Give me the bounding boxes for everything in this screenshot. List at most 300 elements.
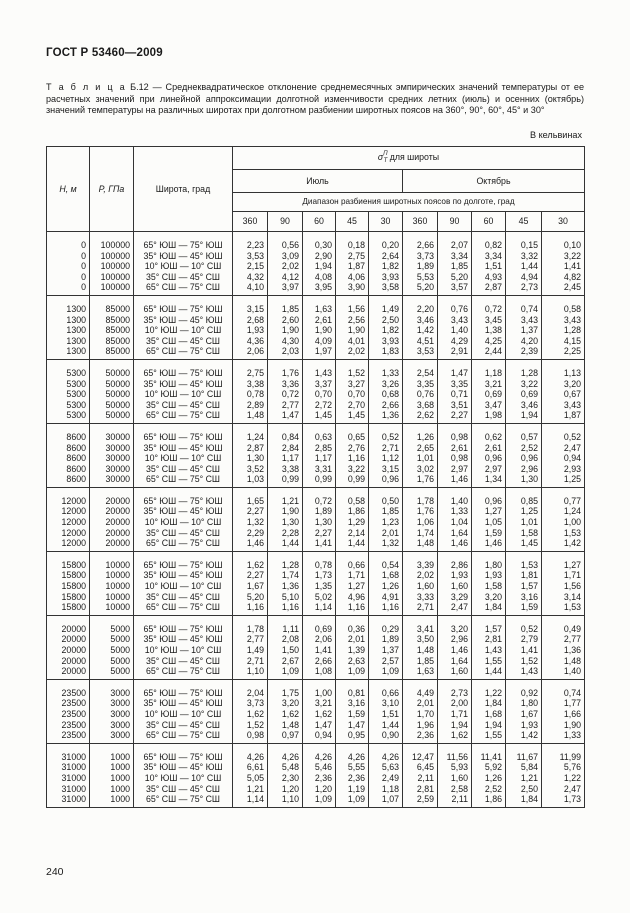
value-cell: 1,93 <box>438 570 472 581</box>
value-cell: 2,47 <box>542 443 585 454</box>
value-cell: 2,77 <box>542 634 585 645</box>
value-cell: 1,21 <box>268 487 303 506</box>
value-cell: 1,32 <box>369 538 403 551</box>
value-cell: 0,98 <box>233 730 268 743</box>
value-cell: 1,47 <box>303 720 336 731</box>
value-cell: 1,66 <box>542 709 585 720</box>
value-cell: 1,74 <box>403 528 438 539</box>
height-cell: 8600 <box>47 464 90 475</box>
value-cell: 1,35 <box>303 581 336 592</box>
value-cell: 3,22 <box>506 379 542 390</box>
value-cell: 0,36 <box>336 615 369 634</box>
value-cell: 1,47 <box>438 359 472 378</box>
value-cell: 1,49 <box>233 645 268 656</box>
height-cell: 1300 <box>47 336 90 347</box>
table-row <box>47 645 585 656</box>
value-cell: 3,31 <box>303 464 336 475</box>
height-cell: 12000 <box>47 538 90 551</box>
latitude-cell: 65° СШ — 75° СШ <box>134 346 233 359</box>
height-cell: 8600 <box>47 443 90 454</box>
value-cell: 2,59 <box>403 794 438 807</box>
table-row <box>47 410 585 423</box>
value-cell: 2,23 <box>233 232 268 251</box>
table-row <box>47 453 585 464</box>
value-cell: 1,86 <box>336 506 369 517</box>
value-cell: 1,24 <box>542 506 585 517</box>
pressure-cell: 10000 <box>90 602 134 615</box>
value-cell: 1,19 <box>336 784 369 795</box>
value-cell: 2,81 <box>403 784 438 795</box>
value-cell: 2,39 <box>506 346 542 359</box>
value-cell: 3,35 <box>403 379 438 390</box>
value-cell: 5,05 <box>233 773 268 784</box>
latitude-cell: 65° ЮШ — 75° ЮШ <box>134 615 233 634</box>
latitude-cell: 35° ЮШ — 45° ЮШ <box>134 315 233 326</box>
value-cell: 3,41 <box>403 615 438 634</box>
value-cell: 1,28 <box>268 551 303 570</box>
table-row <box>47 272 585 283</box>
october-header: Октябрь <box>403 170 585 193</box>
value-cell: 2,72 <box>303 400 336 411</box>
height-cell: 1300 <box>47 325 90 336</box>
latitude-cell: 65° СШ — 75° СШ <box>134 794 233 807</box>
value-cell: 1,28 <box>506 359 542 378</box>
value-cell: 2,73 <box>438 679 472 698</box>
value-cell: 4,26 <box>233 743 268 762</box>
col-header: 60 <box>472 212 506 232</box>
value-cell: 0,62 <box>472 423 506 442</box>
page-number: 240 <box>46 866 64 878</box>
pressure-cell: 5000 <box>90 645 134 656</box>
value-cell: 2,66 <box>403 232 438 251</box>
value-cell: 2,87 <box>233 443 268 454</box>
table-row <box>47 261 585 272</box>
value-cell: 2,11 <box>438 794 472 807</box>
latitude-cell: 35° СШ — 45° СШ <box>134 400 233 411</box>
value-cell: 2,44 <box>472 346 506 359</box>
height-cell: 8600 <box>47 453 90 464</box>
table-row <box>47 570 585 581</box>
height-cell: 23500 <box>47 730 90 743</box>
value-cell: 2,08 <box>268 634 303 645</box>
value-cell: 3,20 <box>542 379 585 390</box>
value-cell: 1,40 <box>542 666 585 679</box>
value-cell: 2,75 <box>336 251 369 262</box>
value-cell: 1,55 <box>472 656 506 667</box>
latitude-cell: 35° СШ — 45° СШ <box>134 592 233 603</box>
value-cell: 1,38 <box>472 325 506 336</box>
value-cell: 4,12 <box>268 272 303 283</box>
value-cell: 1,43 <box>506 666 542 679</box>
pressure-cell: 10000 <box>90 570 134 581</box>
value-cell: 2,06 <box>303 634 336 645</box>
value-cell: 1,33 <box>542 730 585 743</box>
table-row <box>47 423 585 442</box>
value-cell: 4,25 <box>472 336 506 347</box>
value-cell: 1,22 <box>472 679 506 698</box>
value-cell: 3,45 <box>472 315 506 326</box>
value-cell: 1,96 <box>403 720 438 731</box>
value-cell: 1,94 <box>472 720 506 731</box>
table-row <box>47 528 585 539</box>
value-cell: 1,46 <box>438 538 472 551</box>
col-header: 360 <box>233 212 268 232</box>
value-cell: 3,32 <box>506 251 542 262</box>
value-cell: 3,26 <box>369 379 403 390</box>
value-cell: 1,39 <box>336 645 369 656</box>
value-cell: 0,10 <box>542 232 585 251</box>
value-cell: 2,84 <box>268 443 303 454</box>
value-cell: 5,02 <box>303 592 336 603</box>
value-cell: 1,24 <box>233 423 268 442</box>
value-cell: 2,97 <box>438 464 472 475</box>
height-cell: 31000 <box>47 743 90 762</box>
latitude-cell: 10° ЮШ — 10° СШ <box>134 517 233 528</box>
value-cell: 4,93 <box>472 272 506 283</box>
latitude-cell: 65° ЮШ — 75° ЮШ <box>134 743 233 762</box>
value-cell: 1,73 <box>542 794 585 807</box>
value-cell: 1,27 <box>542 551 585 570</box>
value-cell: 4,51 <box>403 336 438 347</box>
table-row <box>47 592 585 603</box>
row-group <box>47 615 585 679</box>
latitude-cell: 35° СШ — 45° СШ <box>134 272 233 283</box>
latitude-cell: 65° СШ — 75° СШ <box>134 410 233 423</box>
col-header: 30 <box>369 212 403 232</box>
value-cell: 0,84 <box>268 423 303 442</box>
value-cell: 1,55 <box>472 730 506 743</box>
col-header: 30 <box>542 212 585 232</box>
pressure-cell: 1000 <box>90 773 134 784</box>
value-cell: 1,89 <box>403 261 438 272</box>
value-cell: 0,50 <box>369 487 403 506</box>
value-cell: 1,42 <box>403 325 438 336</box>
value-cell: 1,51 <box>369 709 403 720</box>
value-cell: 1,25 <box>506 506 542 517</box>
value-cell: 1,82 <box>369 261 403 272</box>
value-cell: 3,46 <box>506 400 542 411</box>
value-cell: 1,36 <box>542 645 585 656</box>
pressure-cell: 50000 <box>90 410 134 423</box>
value-cell: 12,47 <box>403 743 438 762</box>
height-cell: 15800 <box>47 570 90 581</box>
height-cell: 12000 <box>47 506 90 517</box>
row-group <box>47 423 585 487</box>
value-cell: 3,34 <box>438 251 472 262</box>
value-cell: 2,36 <box>303 773 336 784</box>
value-cell: 1,30 <box>268 517 303 528</box>
col-header: 45 <box>336 212 369 232</box>
table-row <box>47 464 585 475</box>
value-cell: 1,85 <box>438 261 472 272</box>
value-cell: 2,27 <box>233 506 268 517</box>
pressure-cell: 5000 <box>90 656 134 667</box>
value-cell: 0,81 <box>336 679 369 698</box>
height-cell: 5300 <box>47 389 90 400</box>
value-cell: 1,44 <box>336 538 369 551</box>
col-header: 45 <box>506 212 542 232</box>
value-cell: 1,16 <box>268 602 303 615</box>
value-cell: 5,48 <box>268 762 303 773</box>
latitude-cell: 65° ЮШ — 75° ЮШ <box>134 359 233 378</box>
value-cell: 3,57 <box>438 282 472 295</box>
height-cell: 31000 <box>47 794 90 807</box>
value-cell: 0,54 <box>369 551 403 570</box>
value-cell: 1,42 <box>506 730 542 743</box>
sigma-header: $\sigma^П_T$ для широты <box>233 147 585 170</box>
height-cell: 31000 <box>47 762 90 773</box>
value-cell: 2,52 <box>472 784 506 795</box>
value-cell: 0,76 <box>403 389 438 400</box>
pressure-cell: 10000 <box>90 581 134 592</box>
latitude-cell: 65° СШ — 75° СШ <box>134 474 233 487</box>
value-cell: 1,00 <box>303 679 336 698</box>
value-cell: 4,20 <box>506 336 542 347</box>
value-cell: 3,21 <box>472 379 506 390</box>
latitude-cell: 35° ЮШ — 45° ЮШ <box>134 443 233 454</box>
value-cell: 2,28 <box>268 528 303 539</box>
value-cell: 1,68 <box>369 570 403 581</box>
value-cell: 1,32 <box>233 517 268 528</box>
value-cell: 4,32 <box>233 272 268 283</box>
value-cell: 1,90 <box>268 325 303 336</box>
pressure-cell: 20000 <box>90 487 134 506</box>
value-cell: 0,69 <box>472 389 506 400</box>
value-cell: 1,44 <box>268 538 303 551</box>
value-cell: 2,15 <box>233 261 268 272</box>
value-cell: 2,02 <box>403 570 438 581</box>
latitude-cell: 65° СШ — 75° СШ <box>134 538 233 551</box>
table-caption <box>46 82 584 117</box>
table-row <box>47 602 585 615</box>
value-cell: 3,16 <box>336 698 369 709</box>
value-cell: 2,14 <box>336 528 369 539</box>
value-cell: 5,20 <box>438 272 472 283</box>
value-cell: 2,03 <box>268 346 303 359</box>
value-cell: 2,52 <box>506 443 542 454</box>
value-cell: 3,43 <box>542 400 585 411</box>
table-row <box>47 251 585 262</box>
value-cell: 11,99 <box>542 743 585 762</box>
value-cell: 1,43 <box>303 359 336 378</box>
height-cell: 12000 <box>47 487 90 506</box>
value-cell: 1,05 <box>472 517 506 528</box>
value-cell: 0,74 <box>506 295 542 314</box>
value-cell: 1,17 <box>303 453 336 464</box>
value-cell: 1,71 <box>438 709 472 720</box>
col-header: 90 <box>438 212 472 232</box>
value-cell: 1,90 <box>268 506 303 517</box>
height-cell: 23500 <box>47 679 90 698</box>
value-cell: 0,29 <box>369 615 403 634</box>
value-cell: 2,89 <box>233 400 268 411</box>
value-cell: 1,16 <box>336 453 369 464</box>
table-row <box>47 538 585 551</box>
value-cell: 0,49 <box>542 615 585 634</box>
latitude-cell: 35° СШ — 45° СШ <box>134 720 233 731</box>
value-cell: 3,43 <box>506 315 542 326</box>
height-cell: 15800 <box>47 592 90 603</box>
value-cell: 1,62 <box>233 709 268 720</box>
value-cell: 4,01 <box>336 336 369 347</box>
value-cell: 1,62 <box>438 730 472 743</box>
value-cell: 1,09 <box>369 666 403 679</box>
latitude-cell: 65° ЮШ — 75° ЮШ <box>134 679 233 698</box>
pressure-cell: 5000 <box>90 615 134 634</box>
value-cell: 2,07 <box>438 232 472 251</box>
table-row <box>47 400 585 411</box>
value-cell: 3,36 <box>268 379 303 390</box>
value-cell: 1,48 <box>403 538 438 551</box>
table-row <box>47 443 585 454</box>
pressure-cell: 100000 <box>90 272 134 283</box>
value-cell: 1,29 <box>336 517 369 528</box>
value-cell: 1,85 <box>369 506 403 517</box>
value-cell: 0,78 <box>233 389 268 400</box>
table-row <box>47 730 585 743</box>
value-cell: 4,06 <box>336 272 369 283</box>
value-cell: 3,43 <box>542 315 585 326</box>
pressure-cell: 1000 <box>90 794 134 807</box>
row-group <box>47 295 585 359</box>
value-cell: 3,50 <box>403 634 438 645</box>
value-cell: 0,97 <box>268 730 303 743</box>
value-cell: 1,36 <box>369 410 403 423</box>
value-cell: 1,49 <box>369 295 403 314</box>
value-cell: 1,06 <box>403 517 438 528</box>
height-cell: 23500 <box>47 720 90 731</box>
value-cell: 0,85 <box>506 487 542 506</box>
value-cell: 1,75 <box>268 679 303 698</box>
value-cell: 1,21 <box>233 784 268 795</box>
value-cell: 4,26 <box>268 743 303 762</box>
height-cell: 20000 <box>47 634 90 645</box>
value-cell: 4,30 <box>268 336 303 347</box>
value-cell: 2,75 <box>233 359 268 378</box>
latitude-cell: 10° ЮШ — 10° СШ <box>134 581 233 592</box>
value-cell: 0,65 <box>336 423 369 442</box>
pressure-cell: 85000 <box>90 315 134 326</box>
value-cell: 1,70 <box>403 709 438 720</box>
value-cell: 2,27 <box>233 570 268 581</box>
value-cell: 1,33 <box>369 359 403 378</box>
value-cell: 1,76 <box>403 474 438 487</box>
value-cell: 5,76 <box>542 762 585 773</box>
value-cell: 0,58 <box>542 295 585 314</box>
value-cell: 2,62 <box>403 410 438 423</box>
value-cell: 0,67 <box>542 389 585 400</box>
value-cell: 1,48 <box>403 645 438 656</box>
value-cell: 0,90 <box>369 730 403 743</box>
latitude-cell: 65° СШ — 75° СШ <box>134 282 233 295</box>
value-cell: 2,61 <box>438 443 472 454</box>
value-cell: 1,52 <box>336 359 369 378</box>
value-cell: 3,46 <box>403 315 438 326</box>
col-pressure-header: P, ГПа <box>90 147 134 232</box>
value-cell: 3,16 <box>506 592 542 603</box>
col-height-header: H, м <box>47 147 90 232</box>
value-cell: 4,26 <box>303 743 336 762</box>
row-group <box>47 487 585 551</box>
value-cell: 2,67 <box>268 656 303 667</box>
pressure-cell: 30000 <box>90 443 134 454</box>
value-cell: 0,96 <box>506 453 542 464</box>
value-cell: 2,71 <box>369 443 403 454</box>
value-cell: 5,46 <box>303 762 336 773</box>
value-cell: 3,37 <box>303 379 336 390</box>
table-row <box>47 794 585 807</box>
pressure-cell: 85000 <box>90 336 134 347</box>
value-cell: 1,20 <box>303 784 336 795</box>
table-row <box>47 720 585 731</box>
value-cell: 1,80 <box>506 698 542 709</box>
value-cell: 2,58 <box>438 784 472 795</box>
height-cell: 20000 <box>47 615 90 634</box>
pressure-cell: 1000 <box>90 743 134 762</box>
value-cell: 3,38 <box>268 464 303 475</box>
value-cell: 2,01 <box>336 634 369 645</box>
value-cell: 1,08 <box>303 666 336 679</box>
value-cell: 1,63 <box>403 666 438 679</box>
table-row <box>47 359 585 378</box>
value-cell: 3,14 <box>542 592 585 603</box>
value-cell: 2,61 <box>472 443 506 454</box>
value-cell: 0,82 <box>472 232 506 251</box>
table-row <box>47 295 585 314</box>
value-cell: 0,78 <box>303 551 336 570</box>
value-cell: 1,71 <box>336 570 369 581</box>
value-cell: 6,45 <box>403 762 438 773</box>
value-cell: 3,90 <box>336 282 369 295</box>
pressure-cell: 3000 <box>90 698 134 709</box>
value-cell: 2,01 <box>403 698 438 709</box>
value-cell: 3,10 <box>369 698 403 709</box>
value-cell: 2,77 <box>233 634 268 645</box>
latitude-cell: 10° ЮШ — 10° СШ <box>134 453 233 464</box>
value-cell: 1,47 <box>268 410 303 423</box>
table-row <box>47 666 585 679</box>
value-cell: 2,36 <box>336 773 369 784</box>
value-cell: 1,89 <box>369 634 403 645</box>
value-cell: 4,49 <box>403 679 438 698</box>
value-cell: 2,90 <box>303 251 336 262</box>
value-cell: 1,94 <box>303 261 336 272</box>
value-cell: 1,13 <box>542 359 585 378</box>
range-header: Диапазон разбиения широтных поясов по долготе, град <box>233 193 585 212</box>
value-cell: 1,07 <box>369 794 403 807</box>
value-cell: 3,20 <box>268 698 303 709</box>
value-cell: 5,63 <box>369 762 403 773</box>
standard-title: ГОСТ Р 53460—2009 <box>46 47 163 59</box>
height-cell: 20000 <box>47 645 90 656</box>
value-cell: 1,52 <box>233 720 268 731</box>
value-cell: 1,40 <box>438 325 472 336</box>
value-cell: 0,63 <box>303 423 336 442</box>
value-cell: 2,85 <box>303 443 336 454</box>
pressure-cell: 3000 <box>90 679 134 698</box>
value-cell: 0,96 <box>472 453 506 464</box>
value-cell: 1,14 <box>303 602 336 615</box>
value-cell: 1,57 <box>506 581 542 592</box>
height-cell: 0 <box>47 282 90 295</box>
table-row <box>47 784 585 795</box>
value-cell: 0,99 <box>303 474 336 487</box>
value-cell: 2,30 <box>268 773 303 784</box>
height-cell: 0 <box>47 272 90 283</box>
value-cell: 3,29 <box>438 592 472 603</box>
table-row <box>47 656 585 667</box>
latitude-cell: 65° СШ — 75° СШ <box>134 602 233 615</box>
